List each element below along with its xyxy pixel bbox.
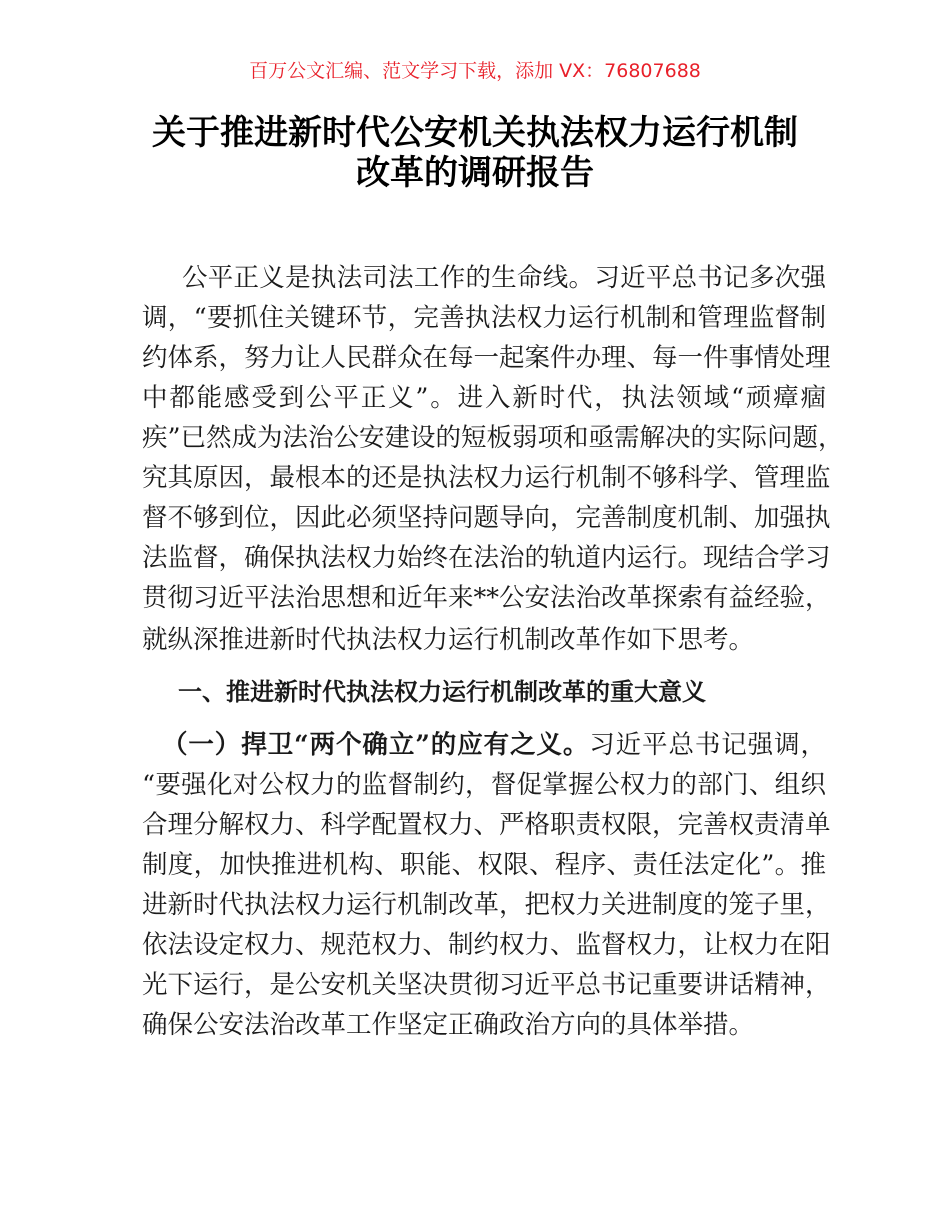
paragraph-line: 调，“要抓住关键环节，完善执法权力运行机制和管理监督制 [142, 303, 826, 333]
paragraph-line: 究其原因，最根本的还是执法权力运行机制不够科学、管理监 [142, 463, 831, 493]
paragraph-line: 确保公安法治改革工作坚定正确政治方向的具体举措。 [142, 1010, 755, 1040]
paragraph-line [162, 725, 826, 765]
paragraph-line: 进新时代执法权力运行机制改革，把权力关进制度的笼子里， [142, 890, 831, 920]
paragraph-line: 光下运行，是公安机关坚决贯彻习近平总书记重要讲话精神， [142, 970, 831, 1000]
paragraph-line: 疾”已然成为法治公安建设的短板弱项和亟需解决的实际问题， [142, 423, 844, 453]
paragraph-line: 督不够到位，因此必须坚持问题导向，完善制度机制、加强执 [142, 503, 831, 533]
paragraph-line: 公平正义是执法司法工作的生命线。习近平总书记多次强 [182, 263, 826, 293]
document-title-line-1: 关于推进新时代公安机关执法权力运行机制 [152, 113, 798, 153]
paragraph-line: 贯彻习近平法治思想和近年来**公安法治改革探索有益经验， [142, 583, 831, 613]
paragraph-line: 合理分解权力、科学配置权力、严格职责权限，完善权责清单 [142, 810, 831, 840]
section-heading: 一、推进新时代执法权力运行机制改革的重大意义 [178, 678, 706, 706]
paragraph-line: 依法设定权力、规范权力、制约权力、监督权力，让权力在阳 [142, 930, 831, 960]
paragraph-line: 约体系，努力让人民群众在每一起案件办理、每一件事情处理 [142, 343, 831, 373]
paragraph-text: 习近平总书记强调， [589, 730, 826, 760]
paragraph-line: “要强化对公权力的监督制约，督促掌握公权力的部门、组织 [142, 770, 826, 800]
download-banner: 百万公文汇编、范文学习下载，添加 VX：76807688 [249, 60, 701, 82]
subsection-heading: （一）捍卫“两个确立”的应有之义。 [162, 730, 590, 760]
paragraph-line: 就纵深推进新时代执法权力运行机制改革作如下思考。 [142, 625, 755, 655]
paragraph-line: 制度，加快推进机构、职能、权限、程序、责任法定化”。推 [142, 850, 826, 880]
paragraph-line: 法监督，确保执法权力始终在法治的轨道内运行。现结合学习 [142, 543, 831, 573]
paragraph-line: 中都能感受到公平正义”。进入新时代，执法领域“顽瘴痼 [142, 383, 826, 413]
document-title-line-2: 改革的调研报告 [356, 153, 594, 193]
